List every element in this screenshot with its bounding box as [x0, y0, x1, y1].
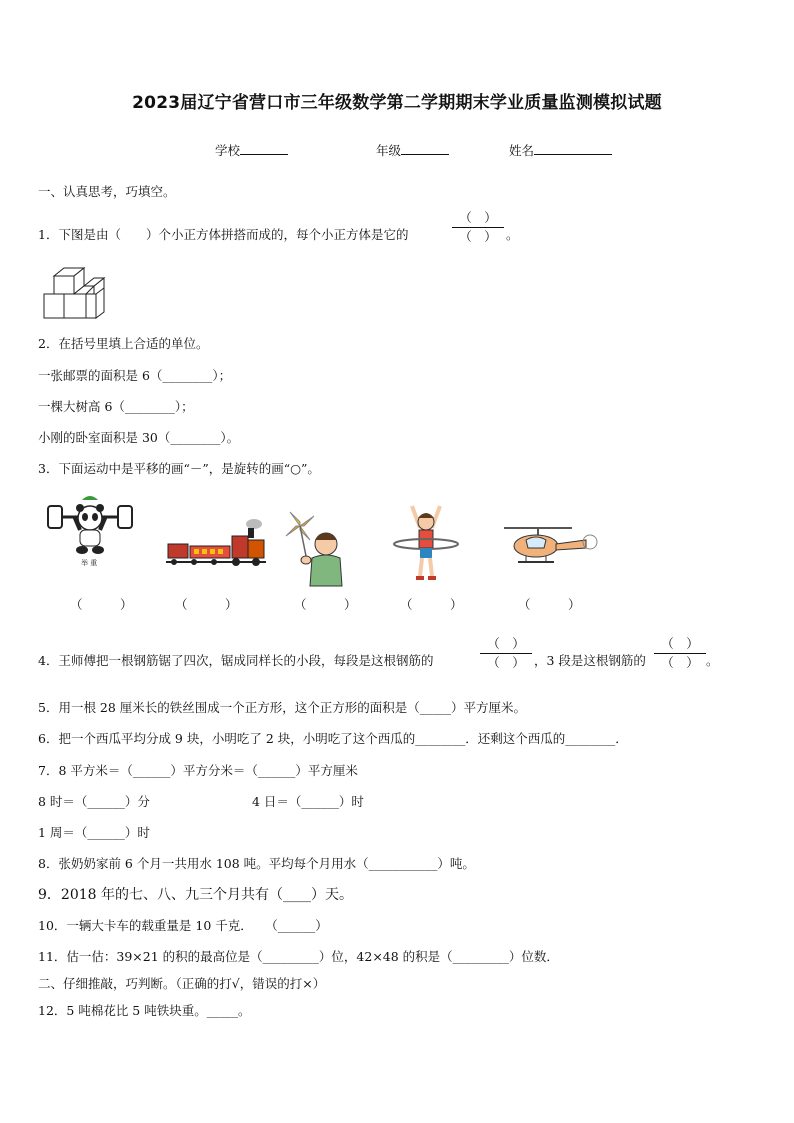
question-3: 3．下面运动中是平移的画“－”，是旋转的画“○”。 — [38, 461, 320, 476]
q4-end: 。 — [706, 653, 719, 668]
question-8: 8．张奶奶家前 6 个月一共用水 108 吨。平均每个月用水（___________）吨。 — [38, 856, 475, 871]
q1-frac-bottom: （ ） — [459, 229, 497, 244]
q3-answer-1[interactable]: （ ） — [70, 597, 133, 612]
school-blank[interactable] — [240, 142, 288, 155]
question-12: 12．5 吨棉花比 5 吨铁块重。_____。 — [38, 1003, 251, 1018]
q4-mid: ，3 段是这根钢筋的 — [534, 653, 646, 668]
q7-d: 1 周＝（______）时 — [38, 825, 150, 840]
q7-b: 8 时＝（______）分 — [38, 794, 150, 809]
grade-blank[interactable] — [401, 142, 449, 155]
q4-frac1-bottom: （ ） — [487, 655, 525, 670]
question-10: 10．一辆大卡车的载重量是 10 千克． （______） — [38, 918, 328, 933]
q3-answer-4[interactable]: （ ） — [400, 597, 463, 612]
question-11: 11．估一估：39×21 的积的最高位是（_________）位，42×48 的积是（_________）位数． — [38, 949, 559, 964]
fraction-bar — [452, 227, 504, 228]
q3-answer-5[interactable]: （ ） — [518, 597, 581, 612]
pinwheel-boy-image — [284, 508, 352, 588]
question-1: 1．下图是由（ ）个小正方体拼搭而成的，每个小正方体是它的 — [38, 227, 409, 242]
name-blank[interactable] — [534, 142, 612, 155]
name-field: 姓名 — [509, 141, 612, 159]
q7-c: 4 日＝（______）时 — [252, 794, 364, 809]
page-title: 2023届辽宁省营口市三年级数学第二学期期末学业质量监测模拟试题 — [132, 93, 662, 113]
question-4: 4．王师傅把一根钢筋锯了四次，锯成同样长的小段，每段是这根钢筋的 — [38, 653, 434, 668]
q4-frac1-top: （ ） — [487, 636, 525, 651]
question-6: 6．把一个西瓜平均分成 9 块，小明吃了 2 块，小明吃了这个西瓜的________．还剩这个西瓜的________． — [38, 731, 628, 746]
q4-fraction-1[interactable] — [480, 636, 532, 671]
weightlifting-panda-image — [44, 494, 136, 570]
cube-stack-figure — [42, 266, 108, 324]
q1-fraction[interactable] — [452, 210, 504, 245]
q2-b: 一棵大树高 6（________）； — [38, 399, 194, 414]
hula-hoop-girl-image — [390, 502, 462, 584]
grade-field: 年级 — [376, 141, 449, 159]
toy-train-image — [164, 518, 268, 570]
question-5: 5．用一根 28 厘米长的铁丝围成一个正方形，这个正方形的面积是（_____）平方厘米。 — [38, 700, 527, 715]
q1-end: 。 — [506, 227, 519, 242]
section-2-heading: 二、仔细推敲，巧判断。（正确的打√，错误的打×） — [38, 976, 326, 991]
fraction-bar — [480, 653, 532, 654]
q3-answer-2[interactable]: （ ） — [175, 597, 238, 612]
q2-a: 一张邮票的面积是 6（________）； — [38, 368, 232, 383]
section-1-heading: 一、认真思考，巧填空。 — [38, 184, 176, 199]
q3-answer-3[interactable]: （ ） — [294, 597, 357, 612]
q1-frac-top: （ ） — [459, 210, 497, 225]
q4-frac2-bottom: （ ） — [661, 655, 699, 670]
school-field: 学校 — [215, 141, 288, 159]
panda-caption: 举 重 — [81, 559, 98, 567]
question-2: 2．在括号里填上合适的单位。 — [38, 336, 209, 351]
helicopter-image — [496, 522, 600, 578]
question-7: 7．8 平方米＝（______）平方分米＝（______）平方厘米 — [38, 763, 358, 778]
fraction-bar — [654, 653, 706, 654]
q4-frac2-top: （ ） — [661, 636, 699, 651]
q4-fraction-2[interactable] — [654, 636, 706, 671]
q2-c: 小刚的卧室面积是 30（________）。 — [38, 430, 240, 445]
question-9: 9．2018 年的七、八、九三个月共有（____）天。 — [38, 887, 353, 903]
